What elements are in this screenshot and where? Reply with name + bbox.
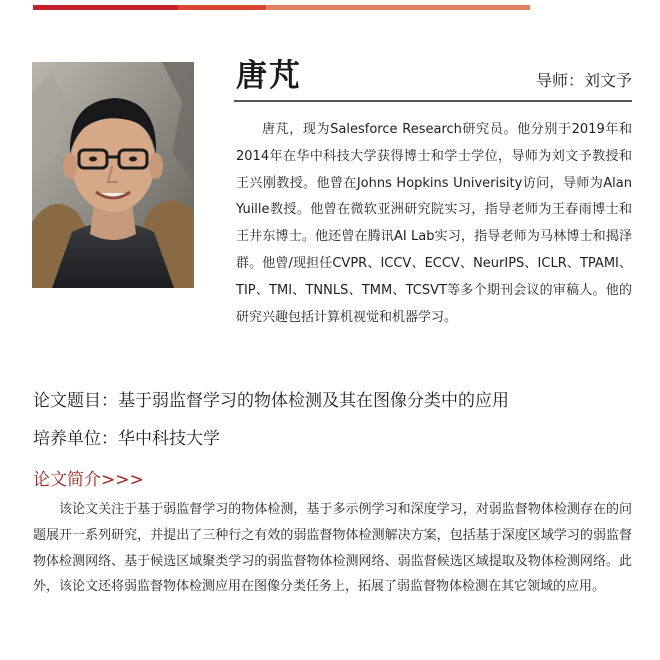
person-name: 唐芃 <box>236 58 302 94</box>
portrait-illustration <box>32 62 194 288</box>
name-divider <box>234 100 632 102</box>
accent-bar-light <box>266 5 530 10</box>
abstract-heading: 论文简介>>> <box>33 470 144 490</box>
advisor-label: 导师：刘文予 <box>535 71 632 90</box>
biography-paragraph: 唐芃，现为Salesforce Research研究员。他分别于2019年和2014年在华中科技大学获得博士和学士学位，导师为刘文予教授和王兴刚教授。他曾在Johns Hopkins Univerisity访问，导师为Alan Yuille教授。他曾在微软亚洲研究院实习，指导老师为王春雨博士和王井东博士。他还曾在腾讯AI Lab实习，指导老师为马林博士和揭泽群。他曾/现担任CVPR、ICCV、ECCV、NeurIPS、ICLR、TPAMI、TIP、TMI、TNNLS、TMM、TCSVT等多个期刊会议的审稿人。他的研究兴趣包括计算机视觉和机器学习。 <box>236 122 632 325</box>
top-accent-bar <box>33 5 530 10</box>
accent-bar-red <box>33 5 178 10</box>
accent-bar-orange <box>178 5 266 10</box>
thesis-title: 论文题目：基于弱监督学习的物体检测及其在图像分类中的应用 <box>33 391 509 411</box>
training-institution: 培养单位：华中科技大学 <box>33 429 220 449</box>
abstract-paragraph: 该论文关注于基于弱监督学习的物体检测，基于多示例学习和深度学习，对弱监督物体检测存在的问题展开一系列研究，并提出了三种行之有效的弱监督物体检测解决方案，包括基于深度区域学习的弱监督物体检测网络、基于候选区域聚类学习的弱监督物体检测网络、弱监督候选区域提取及物体检测网络。此外，该论文还将弱监督物体检测应用在图像分类任务上，拓展了弱监督物体检测在其它领域的应用。 <box>33 502 632 595</box>
portrait-photo <box>32 62 194 288</box>
